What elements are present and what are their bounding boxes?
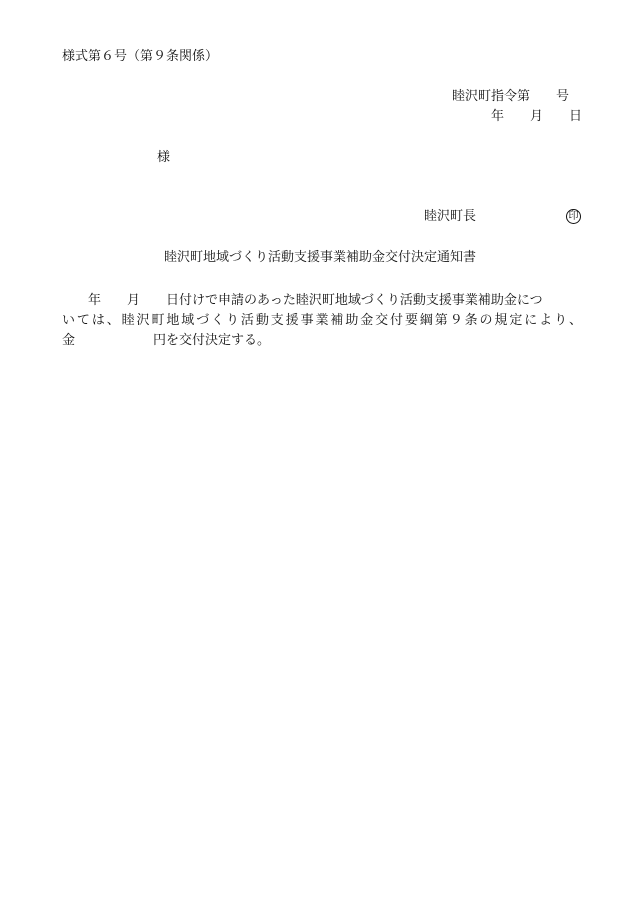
- reference-number: 睦沢町指令第 号: [451, 89, 569, 104]
- issue-date: 年 月 日: [490, 109, 582, 124]
- body-line-1: 年 月 日付けで申請のあった睦沢町地域づくり活動支援事業補助金につ: [62, 293, 543, 308]
- addressee-suffix: 様: [157, 150, 171, 165]
- body-line-2: いては、睦沢町地域づくり活動支援事業補助金交付要綱第９条の規定により、: [62, 313, 582, 328]
- issuer-name: 睦沢町長: [424, 209, 477, 224]
- document-title: 睦沢町地域づくり活動支援事業補助金交付決定通知書: [164, 250, 477, 265]
- seal-icon: 印: [566, 209, 581, 224]
- form-number: 様式第６号（第９条関係）: [62, 49, 219, 64]
- body-text: [62, 291, 582, 351]
- body-line-3: 金 円を交付決定する。: [62, 333, 271, 348]
